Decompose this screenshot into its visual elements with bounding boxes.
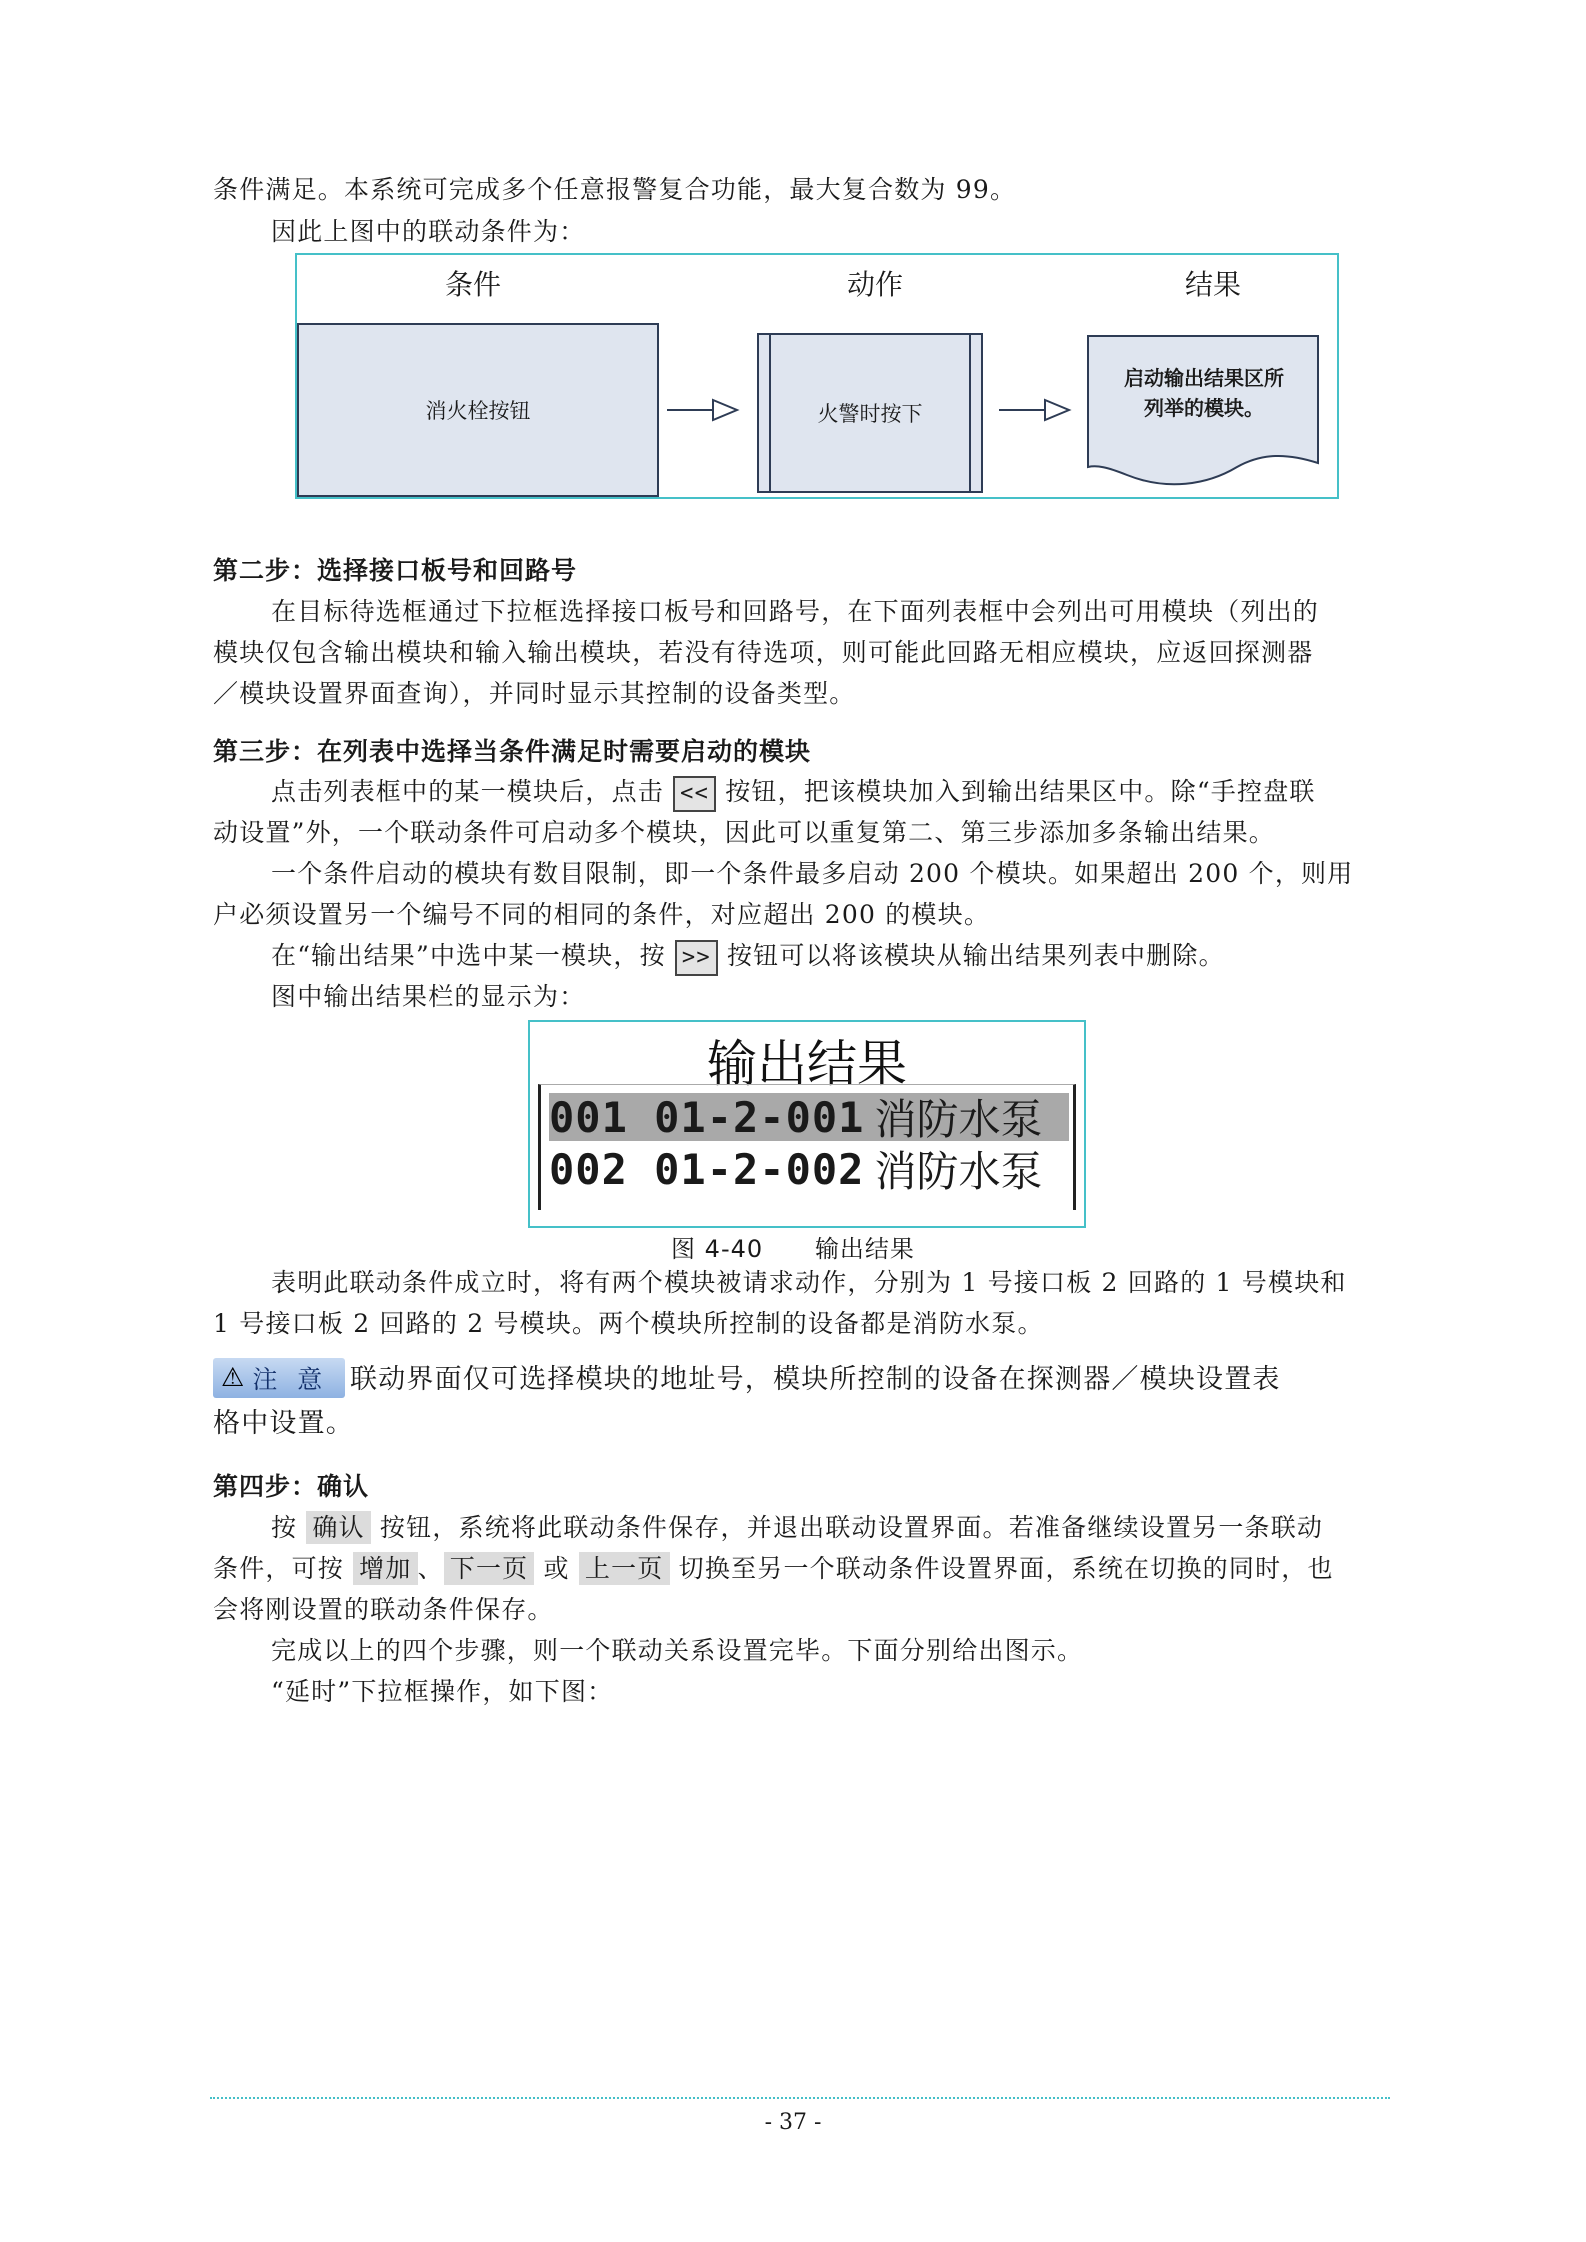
step4-line: 会将刚设置的联动条件保存。	[213, 1595, 554, 1624]
remove-from-output-button[interactable]: >>	[675, 940, 718, 976]
confirm-button[interactable]: 确认	[306, 1511, 370, 1544]
condition-box	[297, 323, 659, 497]
condition-label: 消火栓按钮	[425, 399, 531, 423]
figure-caption: 图 4-40 输出结果	[671, 1235, 915, 1263]
note-badge: ⚠ 注 意	[213, 1358, 345, 1398]
step3-line: 点击列表框中的某一模块后，点击 << 按钮，把该模块加入到输出结果区中。除“手控盘联	[213, 772, 1393, 812]
explain-line: 表明此联动条件成立时，将有两个模块被请求动作，分别为 1 号接口板 2 回路的 1 号模块和	[271, 1268, 1347, 1297]
intro-line: 因此上图中的联动条件为：	[271, 217, 586, 246]
note-line: 联动界面仅可选择模块的地址号，模块所控制的设备在探测器／模块设置表	[350, 1364, 1281, 1395]
step4-line: 条件，可按 增加 、 下一页 或 上一页 切换至另一个联动条件设置界面，系统在切换的同时，也	[213, 1554, 1334, 1583]
step3-line: 一个条件启动的模块有数目限制，即一个条件最多启动 200 个模块。如果超出 200 个，则用	[271, 859, 1354, 888]
step3-heading: 第三步：在列表中选择当条件满足时需要启动的模块	[213, 737, 812, 766]
step3-line: 动设置”外，一个联动条件可启动多个模块，因此可以重复第二、第三步添加多条输出结果。	[213, 818, 1275, 847]
step2-heading: 第二步：选择接口板号和回路号	[213, 556, 578, 585]
list-item[interactable]: 001 01-2-001 消防水泵	[549, 1093, 1069, 1141]
step4-line: “延时”下拉框操作，如下图：	[271, 1677, 614, 1706]
step2-line: 模块仅包含输出模块和输入输出模块，若没有待选项，则可能此回路无相应模块，应返回探测器	[213, 638, 1314, 667]
add-to-output-button[interactable]: <<	[673, 776, 716, 812]
step4-heading: 第四步：确认	[213, 1472, 370, 1501]
flow-header-action: 动作	[847, 268, 904, 301]
step3-line: 在“输出结果”中选中某一模块，按 >> 按钮可以将该模块从输出结果列表中删除。	[213, 936, 1393, 976]
note-line: 格中设置。	[213, 1408, 354, 1439]
footer-divider	[210, 2097, 1390, 2099]
arrow-icon	[999, 395, 1079, 425]
step4-line: 完成以上的四个步骤，则一个联动关系设置完毕。下面分别给出图示。	[271, 1636, 1084, 1665]
linkage-flow-diagram	[295, 253, 1339, 499]
explain-line: 1 号接口板 2 回路的 2 号模块。两个模块所控制的设备都是消防水泵。	[213, 1309, 1044, 1338]
action-label: 火警时按下	[817, 402, 923, 426]
output-result-title: 输出结果	[707, 1035, 907, 1093]
page-number: - 37 -	[764, 2110, 822, 2135]
step3-line: 户必须设置另一个编号不同的相同的条件，对应超出 200 的模块。	[213, 900, 991, 929]
intro-line: 条件满足。本系统可完成多个任意报警复合功能，最大复合数为 99。	[213, 175, 1017, 204]
output-result-panel	[528, 1020, 1086, 1228]
flow-header-condition: 条件	[445, 268, 502, 301]
warning-icon: ⚠	[221, 1363, 245, 1393]
step3-line: 图中输出结果栏的显示为：	[271, 982, 586, 1011]
output-result-list[interactable]	[538, 1084, 1076, 1210]
step2-line: 在目标待选框通过下拉框选择接口板号和回路号，在下面列表框中会列出可用模块（列出的	[271, 597, 1320, 626]
step2-line: ／模块设置界面查询），并同时显示其控制的设备类型。	[213, 679, 856, 708]
prev-page-button[interactable]: 上一页	[579, 1552, 670, 1585]
list-item[interactable]: 002 01-2-002 消防水泵	[549, 1144, 1043, 1196]
arrow-icon	[667, 395, 747, 425]
action-box	[757, 333, 983, 493]
flow-header-result: 结果	[1185, 268, 1242, 301]
next-page-button[interactable]: 下一页	[444, 1552, 535, 1585]
add-button[interactable]: 增加	[353, 1552, 417, 1585]
result-label: 启动输出结果区所 列举的模块。	[1124, 366, 1284, 420]
step4-line: 按 确认 按钮，系统将此联动条件保存，并退出联动设置界面。若准备继续设置另一条联动	[271, 1513, 1324, 1542]
